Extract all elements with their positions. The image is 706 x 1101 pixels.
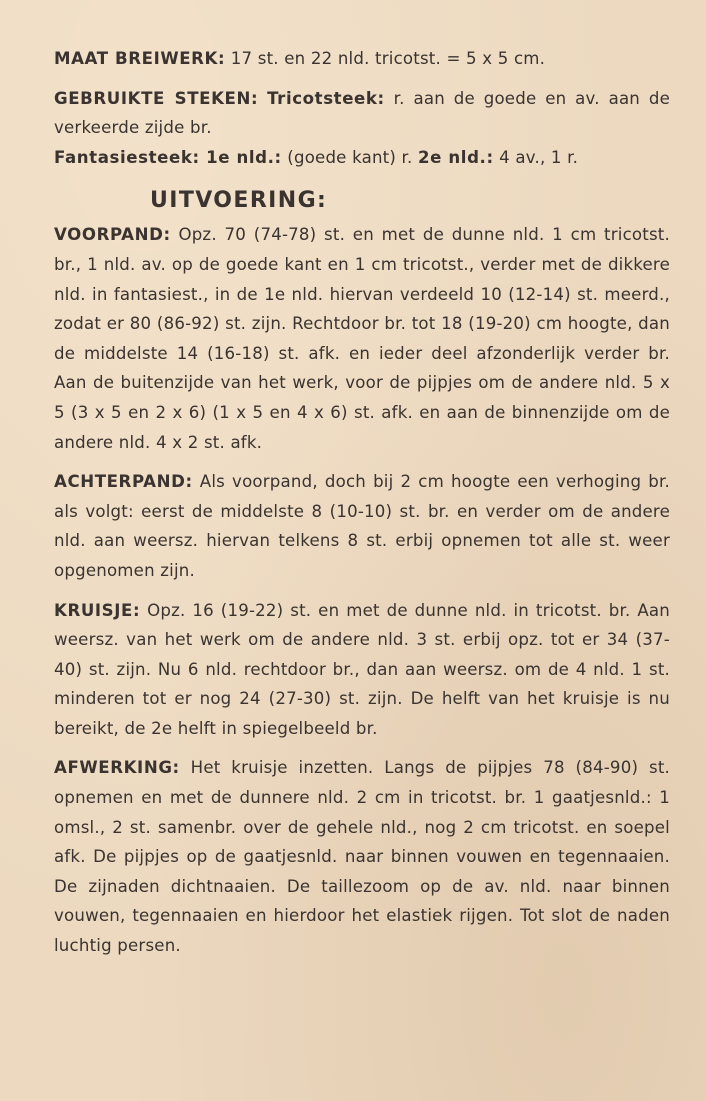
front-heading: VOORPAND: <box>54 225 171 245</box>
gauge-heading: MAAT BREIWERK: <box>54 49 226 68</box>
stockinette-heading: Tricotsteek: <box>267 88 385 108</box>
gauge-paragraph <box>54 44 670 74</box>
fancy-stitch-heading: Fantasiesteek: 1e nld.: <box>54 147 282 167</box>
front-text: Opz. 70 (74-78) st. en met de dunne nld. 1 cm tricotst. br., 1 nld. av. op de goede kant en 1 cm tricotst., verder met de dikkere nld. in fantasiest., in de 1e nld. hiervan verdeeld 10 (12-14) st. meerd., zodat er 80 (86-92) st. zijn. Rechtdoor br. tot 18 (19-20) cm hoogte, dan de middelste 14 (16-18) st. afk. en ieder deel afzonderlijk verder br. Aan de buitenzijde van het werk, voor de pijpjes om de andere nld. 5 x 5 (3 x 5 en 2 x 6) (1 x 5 en 4 x 6) st. afk. en aan de binnenzijde om de andere nld. 4 x 2 st. afk. <box>54 225 670 452</box>
finishing-heading: AFWERKING: <box>54 758 180 778</box>
gusset-text: Opz. 16 (19-22) st. en met de dunne nld. in tricotst. br. Aan weersz. van het werk om de andere nld. 3 st. erbij opz. tot er 34 (37-40) st. zijn. Nu 6 nld. rechtdoor br., dan aan weersz. om de 4 nld. 1 st. minderen tot er nog 24 (27-30) st. zijn. De helft van het kruisje is nu bereikt, de 2e helft in spiegelbeeld br. <box>54 600 670 738</box>
fancy-stitch-row2-text: 4 av., 1 r. <box>499 147 579 167</box>
gusset-paragraph <box>54 596 670 744</box>
back-heading: ACHTERPAND: <box>54 472 193 492</box>
stitches-paragraph <box>54 84 670 173</box>
fancy-stitch-line <box>54 143 670 173</box>
front-paragraph <box>54 220 670 457</box>
finishing-text: Het kruisje inzetten. Langs de pijpjes 78 (84-90) st. opnemen en met de dunnere nld. 2 cm in tricotst. br. 1 gaatjesnld.: 1 omsl., 2 st. samenbr. over de gehele nld., nog 2 cm tricotst. en soepel afk. De pijpjes op de gaatjesnld. naar binnen vouwen en tegennaaien. De zijnaden dichtnaaien. De taillezoom op de av. nld. naar binnen vouwen, tegennaaien en hierdoor het elastiek rijgen. Tot slot de naden luchtig persen. <box>54 758 670 956</box>
pattern-page <box>54 44 670 961</box>
back-text: Als voorpand, doch bij 2 cm hoogte een verhoging br. als volgt: eerst de middelste 8 (10-10) st. br. en verder om de andere nld. aan weersz. hiervan telkens 8 st. erbij opnemen tot alle st. weer opgenomen zijn. <box>54 472 670 580</box>
gusset-heading: KRUISJE: <box>54 600 141 620</box>
back-paragraph <box>54 467 670 585</box>
stockinette-text: r. aan de goede en av. aan de verkeerde zijde br. <box>54 88 671 138</box>
fancy-stitch-row1-text: (goede kant) r. <box>287 147 413 167</box>
fancy-stitch-row2-heading: 2e nld.: <box>417 147 494 167</box>
stitches-heading: GEBRUIKTE STEKEN: <box>54 88 259 108</box>
finishing-paragraph <box>54 753 670 960</box>
section-title: UITVOERING: <box>150 188 328 214</box>
gauge-text: 17 st. en 22 nld. tricotst. = 5 x 5 cm. <box>230 49 546 68</box>
